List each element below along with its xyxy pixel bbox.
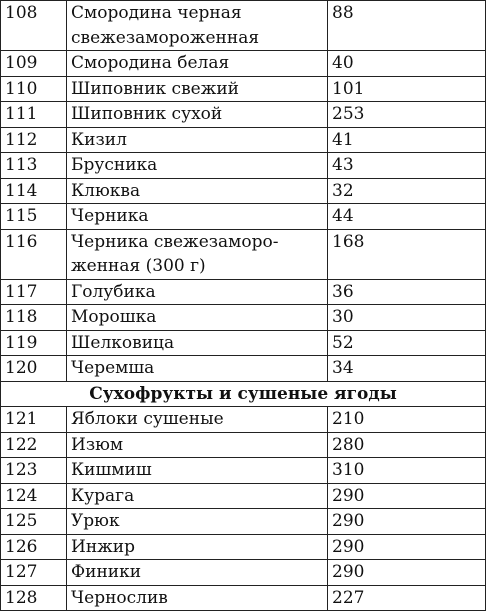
product-name: Клюква [67, 178, 328, 204]
row-number: 116 [1, 229, 67, 279]
product-name: Финики [67, 560, 328, 586]
product-name: Голубика [67, 279, 328, 305]
row-number: 124 [1, 483, 67, 509]
table-row [1, 51, 486, 77]
row-number: 127 [1, 560, 67, 586]
product-name: Яблоки сушеные [67, 407, 328, 433]
row-number: 113 [1, 153, 67, 179]
calorie-value: 40 [328, 51, 486, 77]
product-name: Курага [67, 483, 328, 509]
calorie-value: 227 [328, 585, 486, 611]
product-name: Инжир [67, 534, 328, 560]
product-name: Шиповник сухой [67, 102, 328, 128]
row-number: 117 [1, 279, 67, 305]
product-name: Шиповник свежий [67, 76, 328, 102]
product-name: Шелковица [67, 330, 328, 356]
table-row [1, 76, 486, 102]
product-name: Урюк [67, 509, 328, 535]
table-row [1, 1, 486, 51]
calorie-value: 101 [328, 76, 486, 102]
table-row [1, 330, 486, 356]
section-header-row [1, 381, 486, 407]
row-number: 115 [1, 204, 67, 230]
product-name: Черника свежезаморо- женная (300 г) [67, 229, 328, 279]
product-name: Смородина черная свежезамороженная [67, 1, 328, 51]
calorie-value: 88 [328, 1, 486, 51]
calorie-value: 36 [328, 279, 486, 305]
table-row [1, 483, 486, 509]
calorie-value: 210 [328, 407, 486, 433]
row-number: 128 [1, 585, 67, 611]
calorie-value: 280 [328, 432, 486, 458]
row-number: 112 [1, 127, 67, 153]
calorie-value: 32 [328, 178, 486, 204]
row-number: 120 [1, 356, 67, 382]
table-row [1, 229, 486, 279]
table-row [1, 204, 486, 230]
row-number: 108 [1, 1, 67, 51]
product-name: Черника [67, 204, 328, 230]
calorie-value: 30 [328, 305, 486, 331]
product-name: Смородина белая [67, 51, 328, 77]
table-row [1, 407, 486, 433]
table-row [1, 178, 486, 204]
calorie-value: 290 [328, 534, 486, 560]
row-number: 125 [1, 509, 67, 535]
product-name: Изюм [67, 432, 328, 458]
table-row [1, 153, 486, 179]
table-row [1, 279, 486, 305]
table-row [1, 534, 486, 560]
row-number: 109 [1, 51, 67, 77]
row-number: 110 [1, 76, 67, 102]
row-number: 126 [1, 534, 67, 560]
product-name: Чернослив [67, 585, 328, 611]
table-row [1, 305, 486, 331]
calorie-value: 290 [328, 483, 486, 509]
table-row [1, 585, 486, 611]
table-row [1, 560, 486, 586]
product-name: Кизил [67, 127, 328, 153]
calorie-value: 253 [328, 102, 486, 128]
row-number: 118 [1, 305, 67, 331]
calorie-value: 310 [328, 458, 486, 484]
row-number: 119 [1, 330, 67, 356]
table-row [1, 127, 486, 153]
calorie-value: 52 [328, 330, 486, 356]
calorie-value: 41 [328, 127, 486, 153]
product-name: Кишмиш [67, 458, 328, 484]
row-number: 111 [1, 102, 67, 128]
calorie-value: 43 [328, 153, 486, 179]
section-title: Сухофрукты и сушеные ягоды [1, 381, 486, 407]
calorie-value: 168 [328, 229, 486, 279]
table-row [1, 432, 486, 458]
table-row [1, 356, 486, 382]
product-name: Морошка [67, 305, 328, 331]
table-row [1, 102, 486, 128]
row-number: 114 [1, 178, 67, 204]
calorie-value: 34 [328, 356, 486, 382]
calorie-value: 44 [328, 204, 486, 230]
product-name: Черемша [67, 356, 328, 382]
calorie-value: 290 [328, 560, 486, 586]
row-number: 123 [1, 458, 67, 484]
table-row [1, 458, 486, 484]
row-number: 121 [1, 407, 67, 433]
calorie-value: 290 [328, 509, 486, 535]
row-number: 122 [1, 432, 67, 458]
product-name: Брусника [67, 153, 328, 179]
table-row [1, 509, 486, 535]
